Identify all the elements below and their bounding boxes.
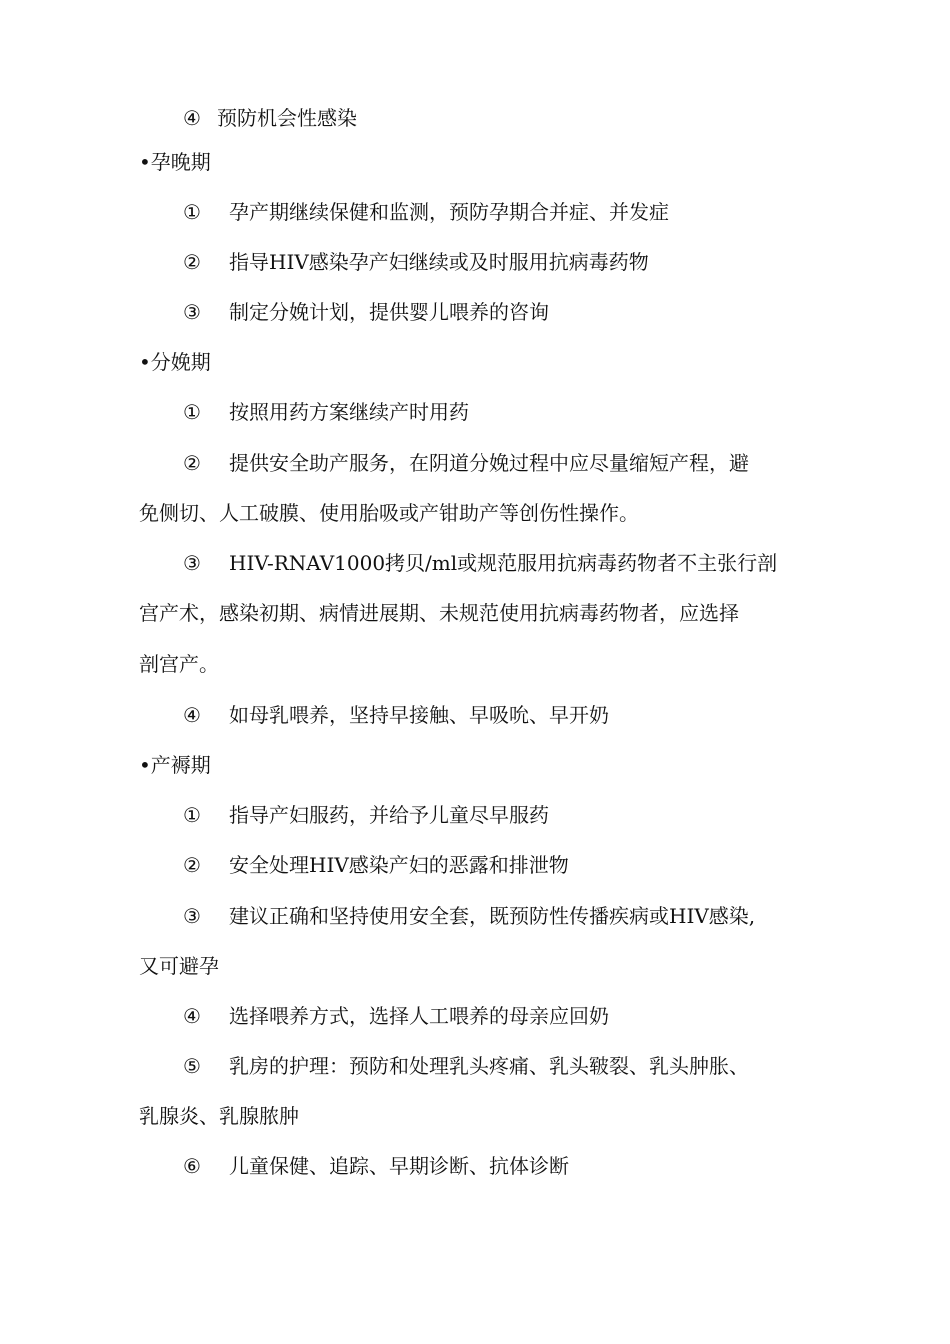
- list-marker: ②: [183, 853, 201, 877]
- list-text: 孕产期继续保健和监测，预防孕期合并症、并发症: [229, 200, 669, 224]
- list-marker: ⑥: [183, 1154, 201, 1178]
- list-item-continuation: 宫产术，感染初期、病情进展期、未规范使用抗病毒药物者，应选择: [139, 601, 739, 625]
- list-text: 预防机会性感染: [217, 106, 357, 130]
- section-heading: •孕晚期: [139, 150, 211, 174]
- list-text: 建议正确和坚持使用安全套，既预防性传播疾病或HIV感染,: [229, 904, 756, 928]
- list-marker: ①: [183, 400, 201, 424]
- list-text: 制定分娩计划，提供婴儿喂养的咨询: [229, 300, 549, 324]
- list-item-continuation: 剖宫产。: [139, 652, 219, 676]
- list-item-continuation: 免侧切、人工破膜、使用胎吸或产钳助产等创伤性操作。: [139, 501, 639, 525]
- list-item: [183, 399, 469, 425]
- list-item-continuation: 又可避孕: [139, 954, 219, 978]
- list-marker: ③: [183, 551, 201, 575]
- list-text: 乳房的护理：预防和处理乳头疼痛、乳头皲裂、乳头肿胀、: [229, 1054, 749, 1078]
- list-item: [183, 299, 549, 325]
- list-marker: ④: [183, 106, 201, 130]
- list-item: [183, 903, 755, 929]
- list-marker: ①: [183, 803, 201, 827]
- list-item: [183, 450, 749, 476]
- section-heading: •分娩期: [139, 350, 211, 374]
- section-heading: •产褥期: [139, 753, 211, 777]
- list-text: 儿童保健、追踪、早期诊断、抗体诊断: [229, 1154, 569, 1178]
- list-item: [183, 199, 669, 225]
- list-item: [183, 802, 549, 828]
- list-marker: ②: [183, 250, 201, 274]
- list-item: [183, 702, 609, 728]
- list-text: 按照用药方案继续产时用药: [229, 400, 469, 424]
- list-marker: ④: [183, 703, 201, 727]
- list-item: [183, 550, 777, 576]
- list-item: [183, 1153, 569, 1179]
- list-item-continuation: 乳腺炎、乳腺脓肿: [139, 1104, 299, 1128]
- list-item: [183, 1003, 609, 1029]
- list-item: [183, 249, 649, 275]
- list-marker: ④: [183, 1004, 201, 1028]
- list-text: 安全处理HIV感染产妇的恶露和排泄物: [229, 853, 569, 877]
- list-marker: ②: [183, 451, 201, 475]
- list-item: [183, 1053, 749, 1079]
- list-item: [183, 852, 569, 878]
- list-text: 选择喂养方式，选择人工喂养的母亲应回奶: [229, 1004, 609, 1028]
- list-item: [183, 105, 357, 131]
- list-marker: ③: [183, 904, 201, 928]
- list-marker: ③: [183, 300, 201, 324]
- list-text: 如母乳喂养，坚持早接触、早吸吮、早开奶: [229, 703, 609, 727]
- list-text: 指导HIV感染孕产妇继续或及时服用抗病毒药物: [229, 250, 649, 274]
- list-marker: ①: [183, 200, 201, 224]
- list-marker: ⑤: [183, 1054, 201, 1078]
- list-text: 提供安全助产服务，在阴道分娩过程中应尽量缩短产程，避: [229, 451, 749, 475]
- list-text: HIV-RNAV1000拷贝/ml或规范服用抗病毒药物者不主张行剖: [229, 551, 778, 575]
- list-text: 指导产妇服药，并给予儿童尽早服药: [229, 803, 549, 827]
